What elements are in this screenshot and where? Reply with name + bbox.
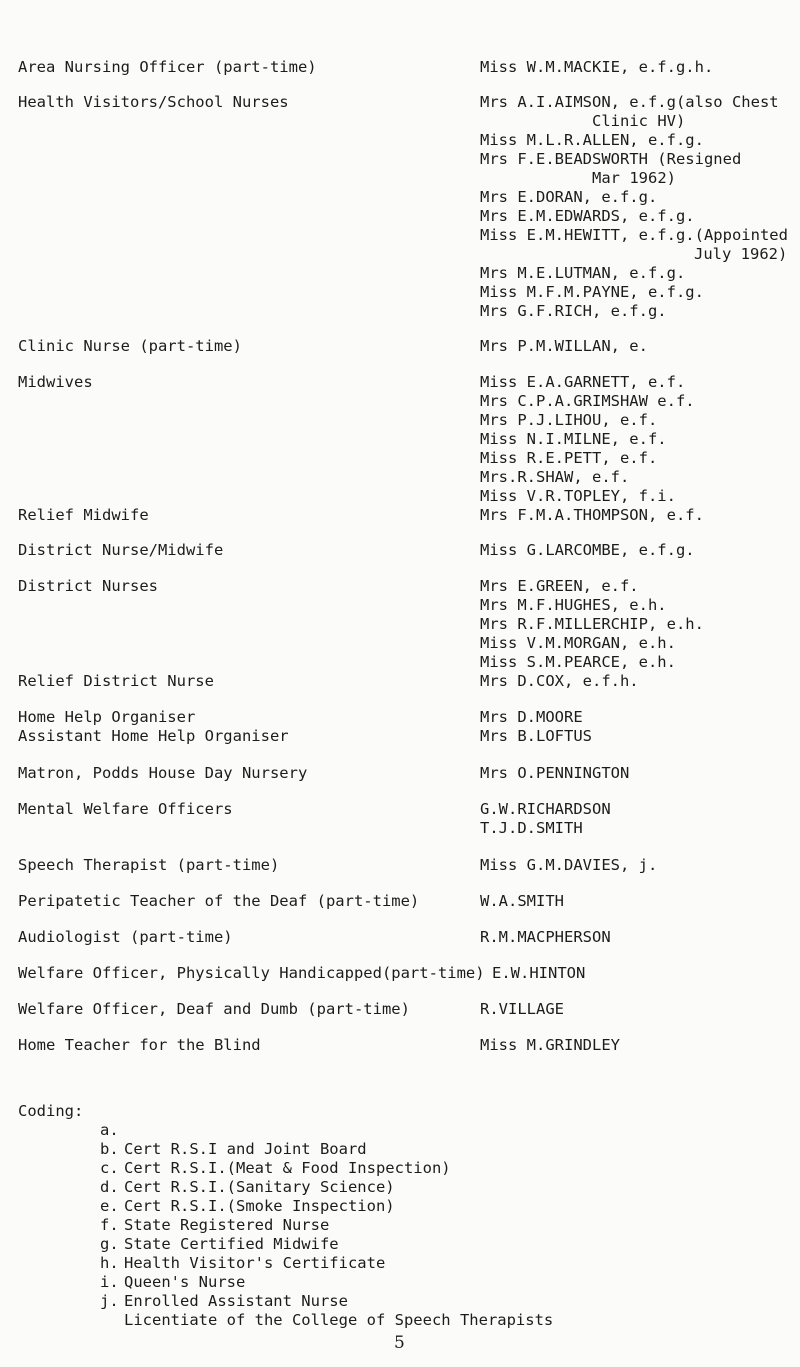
- name-midwife: Miss N.I.MILNE, e.f.: [480, 430, 667, 448]
- name-relief-midwife: Mrs F.M.A.THOMPSON, e.f.: [480, 506, 704, 524]
- name-health-visitor: Mrs G.F.RICH, e.f.g.: [480, 302, 667, 320]
- name-health-visitor: Mrs F.E.BEADSWORTH (Resigned: [480, 150, 742, 168]
- name-health-visitor-cont: July 1962): [694, 245, 788, 263]
- name-midwife: Miss R.E.PETT, e.f.: [480, 449, 658, 467]
- coding-item: [0, 1273, 800, 1330]
- role-welfare-officer-handicapped: Welfare Officer, Physically Handicapped(part-time): [18, 964, 485, 982]
- role-matron: Matron, Podds House Day Nursery: [18, 764, 308, 782]
- coding-text: State Registered Nurse: [124, 1216, 330, 1234]
- page-number: 5: [394, 1333, 405, 1353]
- name-district-nurse: Miss S.M.PEARCE, e.h.: [480, 653, 676, 671]
- name-welfare-officer-handicapped: E.W.HINTON: [492, 964, 586, 982]
- name-district-nurse-midwife: Miss G.LARCOMBE, e.f.g.: [480, 541, 695, 559]
- name-clinic-nurse: Mrs P.M.WILLAN, e.: [480, 337, 648, 355]
- name-area-nursing-officer: Miss W.M.MACKIE, e.f.g.h.: [480, 58, 714, 76]
- role-clinic-nurse: Clinic Nurse (part-time): [18, 337, 242, 355]
- coding-label: Coding:: [18, 1102, 84, 1120]
- name-mental-welfare-officer: G.W.RICHARDSON: [480, 800, 611, 818]
- name-assistant-home-help-organiser: Mrs B.LOFTUS: [480, 727, 592, 745]
- role-district-nurses: District Nurses: [18, 577, 158, 595]
- role-assistant-home-help-organiser: Assistant Home Help Organiser: [18, 727, 289, 745]
- name-health-visitor: Mrs E.M.EDWARDS, e.f.g.: [480, 207, 695, 225]
- name-health-visitor: Mrs M.E.LUTMAN, e.f.g.: [480, 264, 686, 282]
- role-relief-district-nurse: Relief District Nurse: [18, 672, 214, 690]
- role-welfare-officer-deaf: Welfare Officer, Deaf and Dumb (part-time): [18, 1000, 410, 1018]
- role-speech-therapist: Speech Therapist (part-time): [18, 856, 280, 874]
- coding-letter: a.: [100, 1121, 119, 1139]
- coding-letter: c.: [100, 1159, 119, 1177]
- coding-letter: e.: [100, 1197, 119, 1215]
- coding-text: Licentiate of the College of Speech Therapists: [124, 1311, 554, 1329]
- name-midwife: Mrs.R.SHAW, e.f.: [480, 468, 630, 486]
- name-midwife: Miss E.A.GARNETT, e.f.: [480, 373, 686, 391]
- name-district-nurse: Mrs E.GREEN, e.f.: [480, 577, 639, 595]
- name-welfare-officer-deaf: R.VILLAGE: [480, 1000, 564, 1018]
- coding-text: Cert R.S.I and Joint Board: [124, 1140, 367, 1158]
- role-audiologist: Audiologist (part-time): [18, 928, 233, 946]
- name-speech-therapist: Miss G.M.DAVIES, j.: [480, 856, 658, 874]
- coding-text: Enrolled Assistant Nurse: [124, 1292, 348, 1310]
- name-health-visitor: Miss M.L.R.ALLEN, e.f.g.: [480, 131, 704, 149]
- name-health-visitor: Miss E.M.HEWITT, e.f.g.(Appointed: [480, 226, 788, 244]
- coding-letter: i.: [100, 1273, 119, 1291]
- role-relief-midwife: Relief Midwife: [18, 506, 149, 524]
- name-audiologist: R.M.MACPHERSON: [480, 928, 611, 946]
- coding-text: Cert R.S.I.(Sanitary Science): [124, 1178, 395, 1196]
- name-matron: Mrs O.PENNINGTON: [480, 764, 630, 782]
- name-health-visitor: Mrs A.I.AIMSON, e.f.g(also Chest: [480, 93, 779, 111]
- role-mental-welfare-officers: Mental Welfare Officers: [18, 800, 233, 818]
- name-home-teacher-blind: Miss M.GRINDLEY: [480, 1036, 620, 1054]
- coding-letter: h.: [100, 1254, 119, 1272]
- role-home-teacher-blind: Home Teacher for the Blind: [18, 1036, 261, 1054]
- name-health-visitor-cont: Clinic HV): [592, 112, 686, 130]
- name-district-nurse: Mrs R.F.MILLERCHIP, e.h.: [480, 615, 704, 633]
- coding-text: Health Visitor's Certificate: [124, 1254, 386, 1272]
- role-health-visitors: Health Visitors/School Nurses: [18, 93, 289, 111]
- name-health-visitor-cont: Mar 1962): [592, 169, 676, 187]
- name-district-nurse: Miss V.M.MORGAN, e.h.: [480, 634, 676, 652]
- role-home-help-organiser: Home Help Organiser: [18, 708, 196, 726]
- coding-letter: b.: [100, 1140, 119, 1158]
- coding-text: Cert R.S.I.(Smoke Inspection): [124, 1197, 395, 1215]
- coding-letter: f.: [100, 1216, 119, 1234]
- name-midwife: Mrs P.J.LIHOU, e.f.: [480, 411, 658, 429]
- coding-letter: g.: [100, 1235, 119, 1253]
- name-midwife: Mrs C.P.A.GRIMSHAW e.f.: [480, 392, 695, 410]
- name-midwife: Miss V.R.TOPLEY, f.i.: [480, 487, 676, 505]
- role-district-nurse-midwife: District Nurse/Midwife: [18, 541, 224, 559]
- role-midwives: Midwives: [18, 373, 93, 391]
- name-peripatetic-teacher: W.A.SMITH: [480, 892, 564, 910]
- coding-text: Queen's Nurse: [124, 1273, 246, 1291]
- coding-letter: d.: [100, 1178, 119, 1196]
- role-area-nursing-officer: Area Nursing Officer (part-time): [18, 58, 317, 76]
- coding-text: Cert R.S.I.(Meat & Food Inspection): [124, 1159, 451, 1177]
- coding-text: State Certified Midwife: [124, 1235, 339, 1253]
- name-health-visitor: Miss M.F.M.PAYNE, e.f.g.: [480, 283, 704, 301]
- coding-letter: j.: [100, 1292, 119, 1310]
- name-home-help-organiser: Mrs D.MOORE: [480, 708, 583, 726]
- name-health-visitor: Mrs E.DORAN, e.f.g.: [480, 188, 658, 206]
- role-peripatetic-teacher: Peripatetic Teacher of the Deaf (part-time): [18, 892, 420, 910]
- name-relief-district-nurse: Mrs D.COX, e.f.h.: [480, 672, 639, 690]
- name-mental-welfare-officer: T.J.D.SMITH: [480, 819, 583, 837]
- name-district-nurse: Mrs M.F.HUGHES, e.h.: [480, 596, 667, 614]
